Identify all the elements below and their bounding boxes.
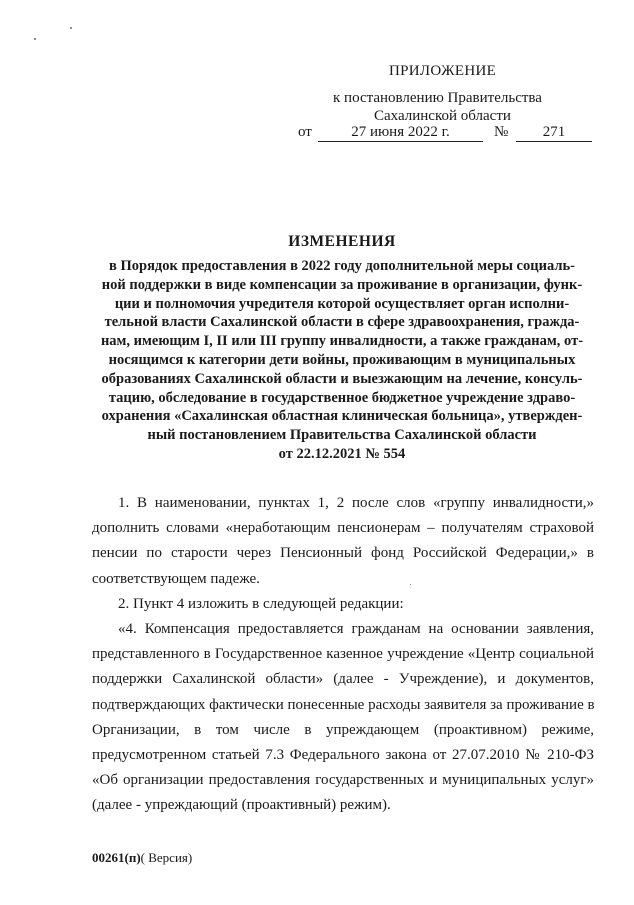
body-text-line: соответствующем падеже.	[92, 570, 260, 587]
document-code: 00261(п)	[92, 850, 141, 865]
body-text-line: поддержки Сахалинской области» (далее - Учреждение), и документов,	[92, 671, 594, 688]
decree-date-row	[298, 124, 594, 146]
body-text-line: «4. Компенсация предоставляется гражданам на основании заявления,	[118, 620, 594, 637]
body-text-line: Организации, в том числе в упреждающем (проактивном) режиме,	[92, 721, 594, 738]
appendix-title: ПРИЛОЖЕНИЕ	[389, 63, 497, 79]
document-body	[92, 491, 594, 818]
changes-subtitle-line: образованиях Сахалинской области и выезжающим на лечение, консуль-	[101, 370, 583, 387]
changes-subtitle-line: от 22.12.2021 № 554	[278, 445, 406, 462]
changes-subtitle-line: ции и полномочия учредителя которой осуществляет орган исполни-	[114, 295, 570, 312]
appendix-reference-line1: к постановлению Правительства	[333, 90, 542, 106]
changes-subtitle-line: ной поддержки в виде компенсации за проживание в организации, функ-	[101, 276, 583, 293]
document-footer	[92, 850, 192, 866]
changes-subtitle-line: нам, имеющим I, II или III группу инвалидности, а также гражданам, от-	[100, 333, 584, 350]
number-label: №	[494, 124, 509, 140]
body-text-line: предусмотренном статьей 7.3 Федерального закона от 27.07.2010 № 210-ФЗ	[92, 746, 594, 763]
body-text-line: «Об организации предоставления государственных и муниципальных услуг»	[92, 772, 594, 789]
changes-subtitle-line: в Порядок предоставления в 2022 году дополнительной меры социаль-	[109, 258, 575, 274]
decree-number: 271	[516, 124, 592, 142]
changes-subtitle-line: охранения «Сахалинская областная клиническая больница», утвержден-	[101, 408, 583, 425]
body-text-line: пенсии по старости через Пенсионный фонд Российской Федерации,» в	[92, 545, 594, 562]
body-text-line: подтверждающих фактически понесенные расходы заявителя за проживание в	[92, 696, 595, 713]
body-text-line: (далее - упреждающий (проактивный) режим).	[92, 797, 391, 814]
body-text-line: 2. Пункт 4 изложить в следующей редакции:	[118, 595, 404, 612]
scan-speck	[70, 27, 72, 29]
body-text-line: 1. В наименовании, пунктах 1, 2 после слов «группу инвалидности,»	[118, 495, 594, 511]
decree-date: 27 июня 2022 г.	[318, 124, 483, 142]
changes-subtitle-line: ный постановлением Правительства Сахалинской области	[147, 427, 537, 444]
body-text-line: представленного в Государственное казенное учреждение «Центр социальной	[92, 646, 594, 663]
document-version: ( Версия)	[140, 850, 193, 865]
scan-speck	[34, 38, 36, 40]
changes-subtitle-line: тельной власти Сахалинской области в сфере здравоохранения, гражда-	[104, 314, 580, 331]
from-label: от	[298, 124, 312, 140]
body-text-line: дополнить словами «неработающим пенсионерам – получателям страховой	[92, 520, 594, 537]
changes-subtitle-line: носящимся к категории дети войны, проживающим в муниципальных	[108, 351, 576, 368]
changes-subtitle-line: тацию, обследование в государственное бюджетное учреждение здраво-	[108, 389, 576, 406]
appendix-reference-line2: Сахалинской области	[374, 108, 511, 124]
changes-subtitle	[92, 257, 592, 464]
changes-title: ИЗМЕНЕНИЯ	[288, 233, 396, 250]
